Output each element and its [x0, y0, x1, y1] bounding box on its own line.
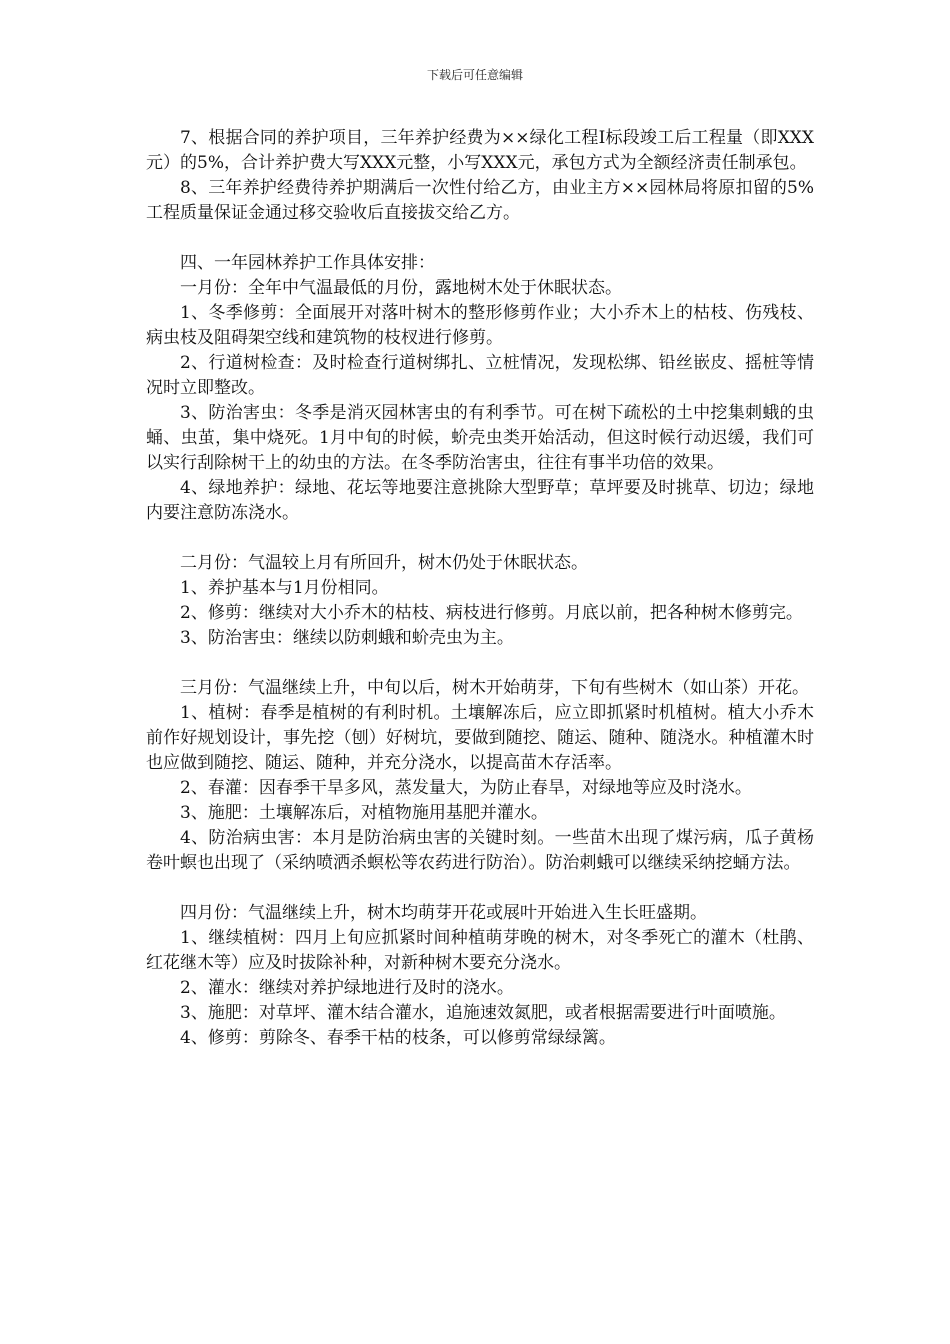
march-item-3: 3、施肥：土壤解冻后，对植物施用基肥并灌水。 [180, 803, 548, 823]
january-item-4: 4、绿地养护：绿地、花坛等地要注意挑除大型野草；草坪要及时挑草、切边；绿地内要注意防冻浇水。 [146, 478, 814, 523]
january-item-2: 2、行道树检查：及时检查行道树绑扎、立桩情况，发现松绑、铅丝嵌皮、摇桩等情况时立即整改。 [146, 353, 814, 398]
january-item-1: 1、冬季修剪：全面展开对落叶树木的整形修剪作业；大小乔木上的枯枝、伤残枝、病虫枝及阻碍架空线和建筑物的枝杈进行修剪。 [146, 303, 814, 348]
march-item-1: 1、植树：春季是植树的有利时机。土壤解冻后，应立即抓紧时机植树。植大小乔木前作好规划设计，事先挖（刨）好树坑，要做到随挖、随运、随种、随浇水。种植灌木时也应做到随挖、随运、随种，并充分浇水，以提高苗木存活率。 [146, 703, 814, 773]
paragraph-item-8: 8、三年养护经费待养护期满后一次性付给乙方，由业主方××园林局将原扣留的5%工程质量保证金通过移交验收后直接拔交给乙方。 [146, 178, 814, 223]
page-header: 下载后可任意编辑 [426, 68, 523, 82]
april-item-1: 1、继续植树：四月上旬应抓紧时间种植萌芽晚的树木，对冬季死亡的灌木（杜鹃、红花继木等）应及时拔除补种，对新种树木要充分浇水。 [146, 928, 814, 973]
document-body [146, 126, 814, 1051]
february-item-3: 3、防治害虫：继续以防刺蛾和蚧壳虫为主。 [180, 628, 514, 648]
february-item-1: 1、养护基本与1月份相同。 [180, 578, 389, 598]
paragraph-item-7: 7、根据合同的养护项目，三年养护经费为××绿化工程Ⅰ标段竣工后工程量（即XXX元）的5%，合计养护费大写XXX元整，小写XXX元，承包方式为全额经济责任制承包。 [146, 128, 814, 173]
april-item-4: 4、修剪：剪除冬、春季干枯的枝条，可以修剪常绿绿篱。 [180, 1028, 616, 1048]
february-item-2: 2、修剪：继续对大小乔木的枯枝、病枝进行修剪。月底以前，把各种树木修剪完。 [180, 603, 803, 623]
month-april-intro: 四月份：气温继续上升，树木均萌芽开花或展叶开始进入生长旺盛期。 [180, 903, 707, 923]
month-february-intro: 二月份：气温较上月有所回升，树木仍处于休眠状态。 [180, 553, 588, 573]
blank-line [146, 651, 814, 676]
section-heading-4: 四、一年园林养护工作具体安排： [180, 253, 435, 273]
march-item-4: 4、防治病虫害：本月是防治病虫害的关键时刻。一些苗木出现了煤污病，瓜子黄杨卷叶螟也出现了（采纳喷洒杀螟松等农药进行防治）。防治刺蛾可以继续采纳挖蛹方法。 [146, 828, 814, 873]
blank-line [146, 876, 814, 901]
blank-line [146, 226, 814, 251]
blank-line [146, 526, 814, 551]
april-item-3: 3、施肥：对草坪、灌木结合灌水，追施速效氮肥，或者根据需要进行叶面喷施。 [180, 1003, 786, 1023]
month-january-intro: 一月份：全年中气温最低的月份，露地树木处于休眠状态。 [180, 278, 622, 298]
march-item-2: 2、春灌：因春季干旱多风，蒸发量大，为防止春旱，对绿地等应及时浇水。 [180, 778, 752, 798]
april-item-2: 2、灌水：继续对养护绿地进行及时的浇水。 [180, 978, 514, 998]
month-march-intro: 三月份：气温继续上升，中旬以后，树木开始萌芽，下旬有些树木（如山茶）开花。 [180, 678, 809, 698]
january-item-3: 3、防治害虫：冬季是消灭园林害虫的有利季节。可在树下疏松的土中挖集刺蛾的虫蛹、虫茧，集中烧死。1月中旬的时候，蚧壳虫类开始活动，但这时候行动迟缓，我们可以实行刮除树干上的幼虫的方法。在冬季防治害虫，往往有事半功倍的效果。 [146, 403, 814, 473]
